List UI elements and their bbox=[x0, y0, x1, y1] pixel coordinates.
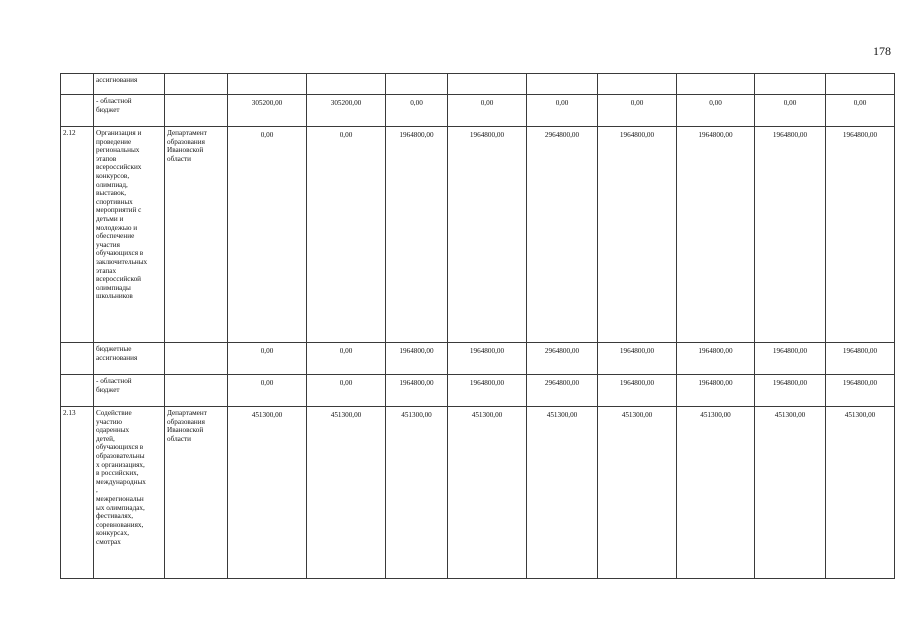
amount-cell bbox=[307, 74, 386, 95]
amount-cell: 451300,00 bbox=[307, 407, 386, 579]
amount-cell: 1964800,00 bbox=[677, 127, 755, 343]
amount-cell: 0,00 bbox=[307, 375, 386, 407]
item-name-cell: ассигнования bbox=[94, 74, 165, 95]
executor-cell bbox=[165, 343, 228, 375]
amount-cell bbox=[228, 74, 307, 95]
table-row bbox=[61, 95, 895, 127]
amount-cell bbox=[448, 74, 527, 95]
row-number-cell: 2.12 bbox=[61, 127, 94, 343]
amount-cell: 451300,00 bbox=[755, 407, 826, 579]
amount-cell: 0,00 bbox=[307, 343, 386, 375]
executor-cell: Департамент образования Ивановской области bbox=[165, 407, 228, 579]
amount-cell: 1964800,00 bbox=[826, 127, 895, 343]
amount-cell: 305200,00 bbox=[307, 95, 386, 127]
amount-cell: 451300,00 bbox=[527, 407, 598, 579]
amount-cell: 1964800,00 bbox=[755, 343, 826, 375]
item-name-cell: Организация и проведение региональных этапов всероссийских конкурсов, олимпиад, выставок, спортивных мероприятий с детьми и молодежью и обеспечение участия обучающихся в заключительных этапах всероссийской олимпиады школьников bbox=[94, 127, 165, 343]
amount-cell: 451300,00 bbox=[448, 407, 527, 579]
item-name-cell: Содействие участию одаренных детей, обучающихся в образовательны х организациях, в российских, международных , межрегиональн ых олимпиадах, фестивалях, соревнованиях, конкурсах, смотрах bbox=[94, 407, 165, 579]
row-number-cell bbox=[61, 343, 94, 375]
amount-cell: 1964800,00 bbox=[755, 127, 826, 343]
amount-cell: 0,00 bbox=[755, 95, 826, 127]
amount-cell: 1964800,00 bbox=[826, 375, 895, 407]
table-row bbox=[61, 407, 895, 579]
table-row bbox=[61, 74, 895, 95]
item-name-cell: - областной бюджет bbox=[94, 375, 165, 407]
amount-cell bbox=[527, 74, 598, 95]
amount-cell: 0,00 bbox=[598, 95, 677, 127]
table-row bbox=[61, 375, 895, 407]
amount-cell: 305200,00 bbox=[228, 95, 307, 127]
page-number: 178 bbox=[873, 44, 891, 58]
amount-cell: 0,00 bbox=[677, 95, 755, 127]
amount-cell: 1964800,00 bbox=[448, 375, 527, 407]
amount-cell: 2964800,00 bbox=[527, 375, 598, 407]
amount-cell: 0,00 bbox=[228, 343, 307, 375]
amount-cell: 2964800,00 bbox=[527, 127, 598, 343]
amount-cell: 451300,00 bbox=[228, 407, 307, 579]
amount-cell: 1964800,00 bbox=[386, 375, 448, 407]
row-number-cell bbox=[61, 375, 94, 407]
executor-cell: Департамент образования Ивановской области bbox=[165, 127, 228, 343]
amount-cell bbox=[677, 74, 755, 95]
amount-cell: 0,00 bbox=[386, 95, 448, 127]
executor-cell bbox=[165, 375, 228, 407]
amount-cell: 1964800,00 bbox=[677, 343, 755, 375]
amount-cell: 0,00 bbox=[307, 127, 386, 343]
row-number-cell bbox=[61, 74, 94, 95]
item-name-cell: бюджетные ассигнования bbox=[94, 343, 165, 375]
budget-table bbox=[60, 73, 895, 579]
amount-cell bbox=[826, 74, 895, 95]
amount-cell: 1964800,00 bbox=[448, 127, 527, 343]
amount-cell: 1964800,00 bbox=[826, 343, 895, 375]
amount-cell: 1964800,00 bbox=[448, 343, 527, 375]
amount-cell bbox=[386, 74, 448, 95]
amount-cell: 451300,00 bbox=[826, 407, 895, 579]
row-number-cell bbox=[61, 95, 94, 127]
amount-cell: 0,00 bbox=[228, 375, 307, 407]
amount-cell bbox=[598, 74, 677, 95]
item-name-cell: - областной бюджет bbox=[94, 95, 165, 127]
amount-cell: 1964800,00 bbox=[755, 375, 826, 407]
amount-cell: 451300,00 bbox=[677, 407, 755, 579]
amount-cell: 451300,00 bbox=[598, 407, 677, 579]
amount-cell: 0,00 bbox=[826, 95, 895, 127]
amount-cell: 0,00 bbox=[448, 95, 527, 127]
amount-cell: 1964800,00 bbox=[598, 343, 677, 375]
amount-cell: 2964800,00 bbox=[527, 343, 598, 375]
table-row bbox=[61, 127, 895, 343]
amount-cell: 1964800,00 bbox=[386, 127, 448, 343]
amount-cell: 0,00 bbox=[228, 127, 307, 343]
amount-cell: 1964800,00 bbox=[677, 375, 755, 407]
table-row bbox=[61, 343, 895, 375]
amount-cell: 1964800,00 bbox=[598, 375, 677, 407]
executor-cell bbox=[165, 95, 228, 127]
executor-cell bbox=[165, 74, 228, 95]
row-number-cell: 2.13 bbox=[61, 407, 94, 579]
amount-cell: 451300,00 bbox=[386, 407, 448, 579]
amount-cell: 0,00 bbox=[527, 95, 598, 127]
amount-cell bbox=[755, 74, 826, 95]
amount-cell: 1964800,00 bbox=[598, 127, 677, 343]
amount-cell: 1964800,00 bbox=[386, 343, 448, 375]
